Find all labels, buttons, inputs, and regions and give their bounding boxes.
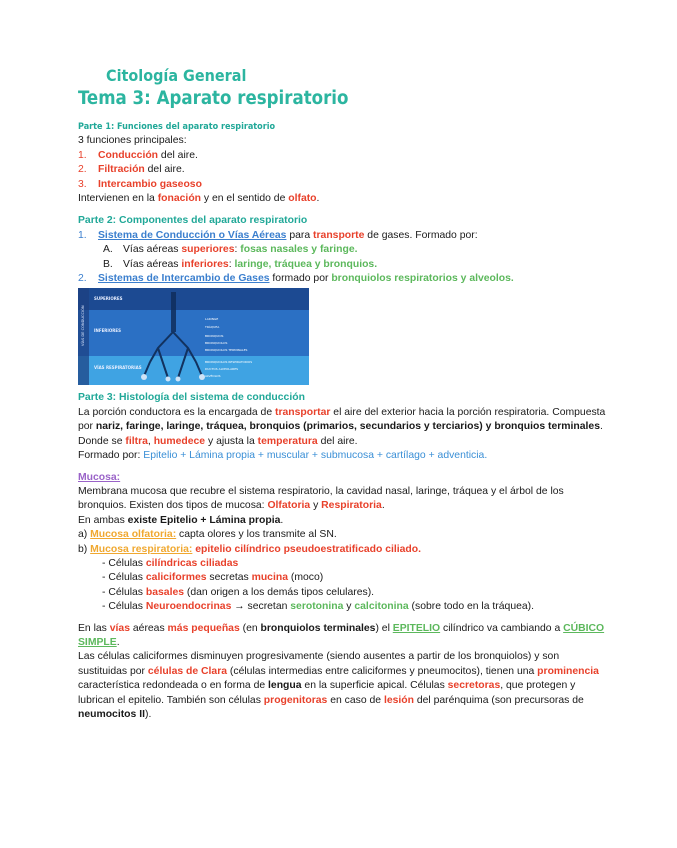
mucosa-heading: Mucosa:	[78, 471, 121, 483]
list-item: 3. Intercambio gaseoso	[78, 178, 202, 190]
list-subitem: B. Vías aéreas inferiores: laringe, tráquea y bronquios.	[103, 258, 378, 270]
list-item: 1. Conducción del aire.	[78, 149, 198, 161]
list-item: 2. Filtración del aire.	[78, 164, 185, 176]
document-subtitle: Citología General	[106, 66, 247, 85]
list-item: 1. Sistema de Conducción o Vías Aéreas para transporte de gases. Formado por:	[78, 229, 478, 241]
list-item: - Células Neuroendocrinas → secretan serotonina y calcitonina (sobre todo en la tráquea).	[102, 601, 534, 613]
mucosa-olfactory: a) Mucosa olfatoria: capta olores y los transmite al SN.	[78, 529, 337, 541]
diagram-label-top: SUPERIORES	[94, 296, 123, 302]
conduction-system-link[interactable]: Sistema de Conducción o Vías Aéreas	[98, 229, 287, 241]
part3-heading: Parte 3: Histología del sistema de conducción	[78, 392, 305, 404]
diagram-right-label: BRONQUIOLOS TERMINALES	[205, 348, 248, 353]
diagram-right-label: DUCTOS ALVEOLARES	[205, 367, 239, 372]
diagram-right-label: BRONQUIOLOS	[205, 341, 228, 346]
diagram-label-bot: VÍAS RESPIRATORIAS	[94, 365, 142, 371]
mucosa-small-airways: En las vías aéreas más pequeñas (en bronquiolos terminales) el EPITELIO cilíndrico va cambiando a CÚBICO SIMPLE.	[78, 622, 605, 648]
diagram-right-label: LARINGE	[205, 317, 219, 322]
diagram-side-label: VÍAS DE CONDUCCIÓN	[81, 305, 85, 347]
mucosa-paragraph: Membrana mucosa que recubre el sistema respiratorio, la cavidad nasal, laringe, tráquea y el árbol de los bronquios. Existen dos tipos de mucosa: Olfatoria y Respiratoria.	[78, 485, 564, 512]
list-subitem: A. Vías aéreas superiores: fosas nasales y faringe.	[103, 244, 358, 256]
diagram-right-label: TRÁQUEA	[205, 325, 220, 330]
diagram-right-label: BRONQUIOLOS RESPIRATORIOS	[205, 360, 253, 365]
diagram-label-mid: INFERIORES	[94, 328, 121, 334]
list-item: - Células cilíndricas ciliadas	[102, 557, 239, 569]
list-item: - Células caliciformes secretas mucina (moco)	[102, 572, 324, 584]
mucosa-clara-cells: Las células caliciformes disminuyen progresivamente (siendo ausentes a partir de los bronquiolos) y son sustituidas por células de Clara (células intermedias entre caliciformes y pneumocitos), tienen una prominencia característica redondeada o en forma de lengua en la superficie apical. Células secretoras, que protegen y lubrican el epitelio. También son células progenitoras en caso de lesión del parénquima (son precursoras de neumocitos II).	[78, 651, 599, 720]
gas-exchange-link[interactable]: Sistemas de Intercambio de Gases	[98, 273, 270, 285]
diagram-right-label: ALVÉOLOS	[205, 374, 221, 379]
part2-heading: Parte 2: Componentes del aparato respiratorio	[78, 215, 308, 227]
list-item: 2. Sistemas de Intercambio de Gases formado por bronquiolos respiratorios y alveolos.	[78, 273, 514, 285]
part1-closing: Intervienen en la fonación y en el sentido de olfato.	[78, 193, 320, 205]
mucosa-respiratory: b) Mucosa respiratoria: epitelio cilíndrico pseudoestratificado ciliado.	[78, 543, 422, 555]
list-item: - Células basales (dan origen a los demás tipos celulares).	[102, 586, 375, 598]
diagram-right-label: BRONQUIOS	[205, 334, 224, 339]
part1-heading: Parte 1: Funciones del aparato respiratorio	[78, 122, 276, 132]
part1-intro: 3 funciones principales:	[78, 135, 187, 147]
document-page	[78, 66, 608, 722]
respiratory-diagram-image	[78, 288, 309, 385]
mucosa-both: En ambas existe Epitelio + Lámina propia.	[78, 514, 284, 526]
part3-composition: Formado por: Epitelio + Lámina propia + muscular + submucosa + cartílago + adventicia.	[78, 450, 488, 462]
part3-paragraph: La porción conductora es la encargada de transportar el aire del exterior hacia la porción respiratoria. Compuesta por nariz, faringe, laringe, tráquea, bronquios (primarios, secundarios y terciarios) y bronquios terminales. Donde se filtra, humedece y ajusta la temperatura del aire.	[78, 406, 606, 447]
document-title: Tema 3: Aparato respiratorio	[78, 88, 349, 109]
